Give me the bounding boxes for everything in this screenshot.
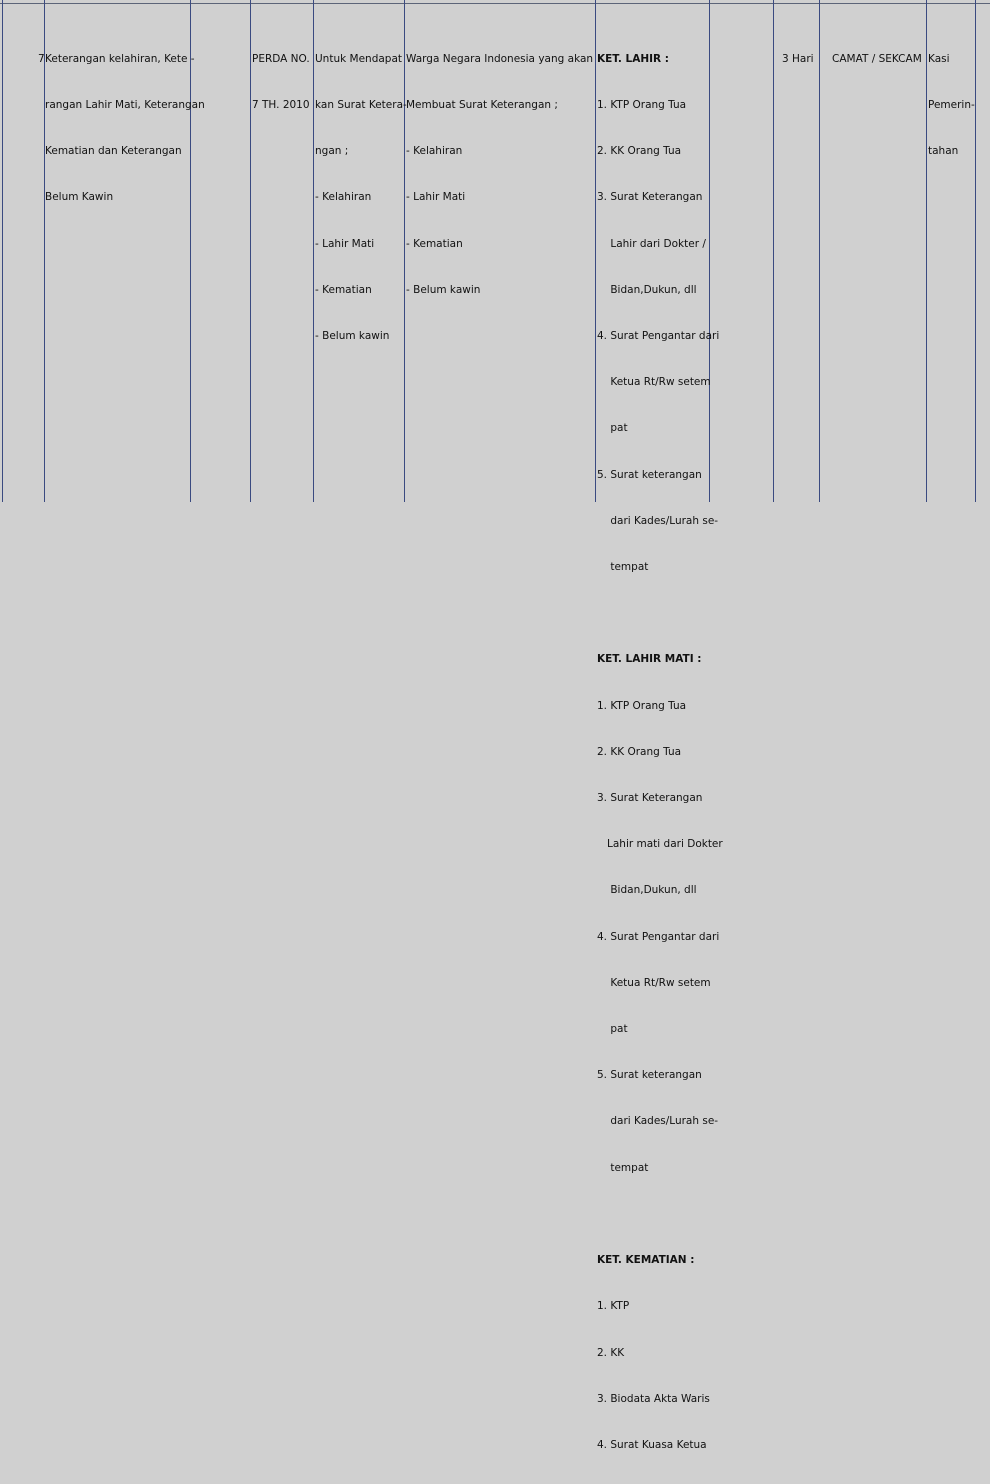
cell-line: 3. Surat Keterangan	[597, 191, 703, 204]
cell-line: - Lahir Mati	[406, 191, 466, 204]
cell-line: 7 TH. 2010	[252, 99, 310, 112]
cell-line: - Kematian	[406, 237, 463, 250]
cell-line: Lahir mati dari Dokter	[597, 838, 723, 851]
cell-line: Belum Kawin	[45, 191, 114, 204]
blank-line	[597, 1207, 723, 1222]
cell-line: 2. KK	[597, 1346, 625, 1359]
cell-line: pat	[597, 422, 628, 435]
cell-line: Keterangan kelahiran, Kete -	[45, 52, 195, 65]
cell-line: 4. Surat Kuasa Ketua	[597, 1438, 707, 1451]
cell-line: - Kematian	[315, 283, 372, 296]
cell-line: Lahir dari Dokter /	[597, 237, 706, 250]
cell-line: Ketua Rt/Rw setem	[597, 376, 711, 389]
cell-line: Bidan,Dukun, dll	[597, 283, 697, 296]
cell-dasar-hukum[interactable]	[252, 21, 310, 144]
cell-line: 1. KTP Orang Tua	[597, 699, 687, 712]
cell-line: 3. Biodata Akta Waris	[597, 1392, 710, 1405]
column-divider	[819, 0, 820, 502]
cell-line: Kasi	[928, 52, 950, 65]
column-divider	[926, 0, 927, 502]
cell-persyaratan[interactable]	[597, 21, 723, 1484]
cell-tujuan[interactable]	[315, 21, 407, 375]
column-divider	[2, 0, 3, 502]
cell-sasaran[interactable]	[406, 21, 593, 329]
column-divider	[773, 0, 774, 502]
cell-line: Bidan,Dukun, dll	[597, 884, 697, 897]
cell-line: pat	[597, 1023, 628, 1036]
cell-line: Membuat Surat Keterangan ;	[406, 99, 558, 112]
row-top-border	[0, 3, 990, 4]
cell-line: 5. Surat keterangan	[597, 468, 702, 481]
cell-line: ngan ;	[315, 145, 349, 158]
cell-line: CAMAT / SEKCAM	[832, 52, 922, 65]
cell-penanggung-jawab[interactable]	[928, 21, 975, 190]
cell-line: 3. Surat Keterangan	[597, 792, 703, 805]
cell-line: - Kelahiran	[406, 145, 463, 158]
cell-line: - Belum kawin	[315, 330, 390, 343]
column-divider	[313, 0, 314, 502]
cell-line: Pemerin-	[928, 99, 975, 112]
blank-line	[597, 606, 723, 621]
cell-line: Untuk Mendapat	[315, 52, 403, 65]
cell-line: - Lahir Mati	[315, 237, 375, 250]
section-title: KET. LAHIR :	[597, 52, 669, 65]
cell-pejabat[interactable]	[832, 21, 922, 98]
cell-line: 5. Surat keterangan	[597, 1069, 702, 1082]
cell-line: 1. KTP	[597, 1300, 630, 1313]
cell-line: dari Kades/Lurah se-	[597, 514, 719, 527]
section-title: KET. LAHIR MATI :	[597, 653, 702, 666]
cell-line: 4. Surat Pengantar dari	[597, 330, 720, 343]
cell-line: 3 Hari	[782, 52, 814, 65]
column-divider	[975, 0, 976, 502]
cell-line: tahan	[928, 145, 959, 158]
cell-line: - Belum kawin	[406, 283, 481, 296]
cell-line: kan Surat Ketera-	[315, 99, 407, 112]
cell-line: - Kelahiran	[315, 191, 372, 204]
cell-line: 1. KTP Orang Tua	[597, 99, 687, 112]
section-title: KET. KEMATIAN :	[597, 1254, 695, 1267]
cell-line: tempat	[597, 561, 649, 574]
cell-line: 2. KK Orang Tua	[597, 745, 682, 758]
cell-line: Ketua Rt/Rw setem	[597, 976, 711, 989]
cell-line: 4. Surat Pengantar dari	[597, 930, 720, 943]
column-divider	[250, 0, 251, 502]
cell-line: Kematian dan Keterangan	[45, 145, 182, 158]
cell-line: dari Kades/Lurah se-	[597, 1115, 719, 1128]
cell-line: Warga Negara Indonesia yang akan	[406, 52, 594, 65]
cell-waktu[interactable]	[782, 21, 814, 98]
cell-line: PERDA NO.	[252, 52, 310, 65]
cell-no-text: 7	[38, 52, 45, 65]
cell-line: rangan Lahir Mati, Keterangan	[45, 99, 205, 112]
column-divider	[595, 0, 596, 502]
cell-line: tempat	[597, 1161, 649, 1174]
cell-jenis-layanan[interactable]	[45, 21, 205, 237]
cell-line: 2. KK Orang Tua	[597, 145, 682, 158]
